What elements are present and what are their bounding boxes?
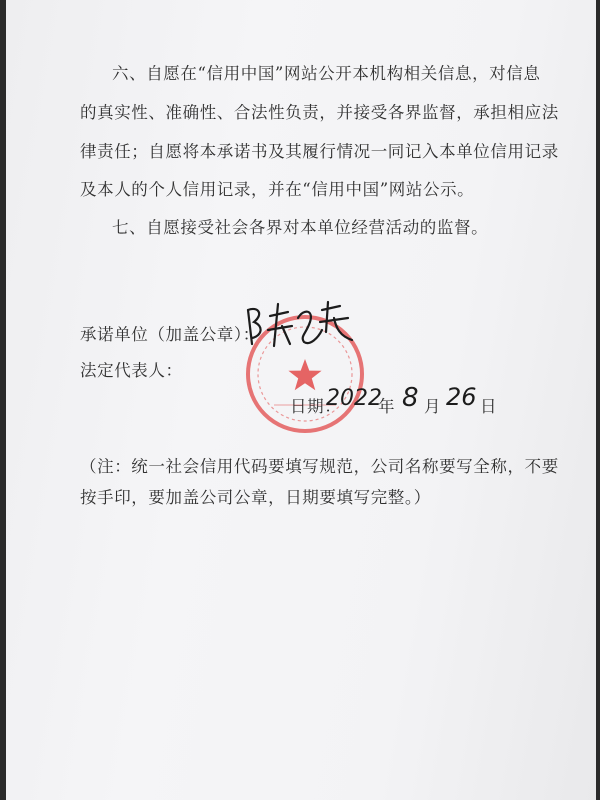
para6-line3: 律责任；自愿将本承诺书及其履行情况一同记入本单位信用记录 <box>80 142 559 161</box>
para6-line1: 六、自愿在“信用中国”网站公开本机构相关信息，对信息 <box>112 64 541 83</box>
note-line2: 按手印，要加盖公司公章，日期要填写完整。） <box>80 488 431 507</box>
para6-line4: 及本人的个人信用记录，并在“信用中国”网站公示。 <box>80 180 475 199</box>
note-line1: （注：统一社会信用代码要填写规范，公司名称要写全称，不要 <box>80 457 559 476</box>
document-page <box>6 0 596 800</box>
date-year-handwritten: 2022 <box>326 386 382 411</box>
date-day-handwritten: 26 <box>446 383 477 411</box>
unit-label: 承诺单位（加盖公章）： <box>80 325 260 344</box>
date-label: 日期： <box>290 397 342 416</box>
date-month-handwritten: 8 <box>402 383 419 413</box>
legal-rep-label: 法定代表人： <box>80 361 183 380</box>
date-year-suffix: 年 <box>378 397 396 416</box>
handwritten-signature <box>244 296 359 351</box>
date-day-suffix: 日 <box>480 397 498 416</box>
date-month-suffix: 月 <box>424 397 442 416</box>
para6-line2: 的真实性、准确性、合法性负责，并接受各界监督，承担相应法 <box>80 103 559 122</box>
para7-line1: 七、自愿接受社会各界对本单位经营活动的监督。 <box>112 218 489 237</box>
